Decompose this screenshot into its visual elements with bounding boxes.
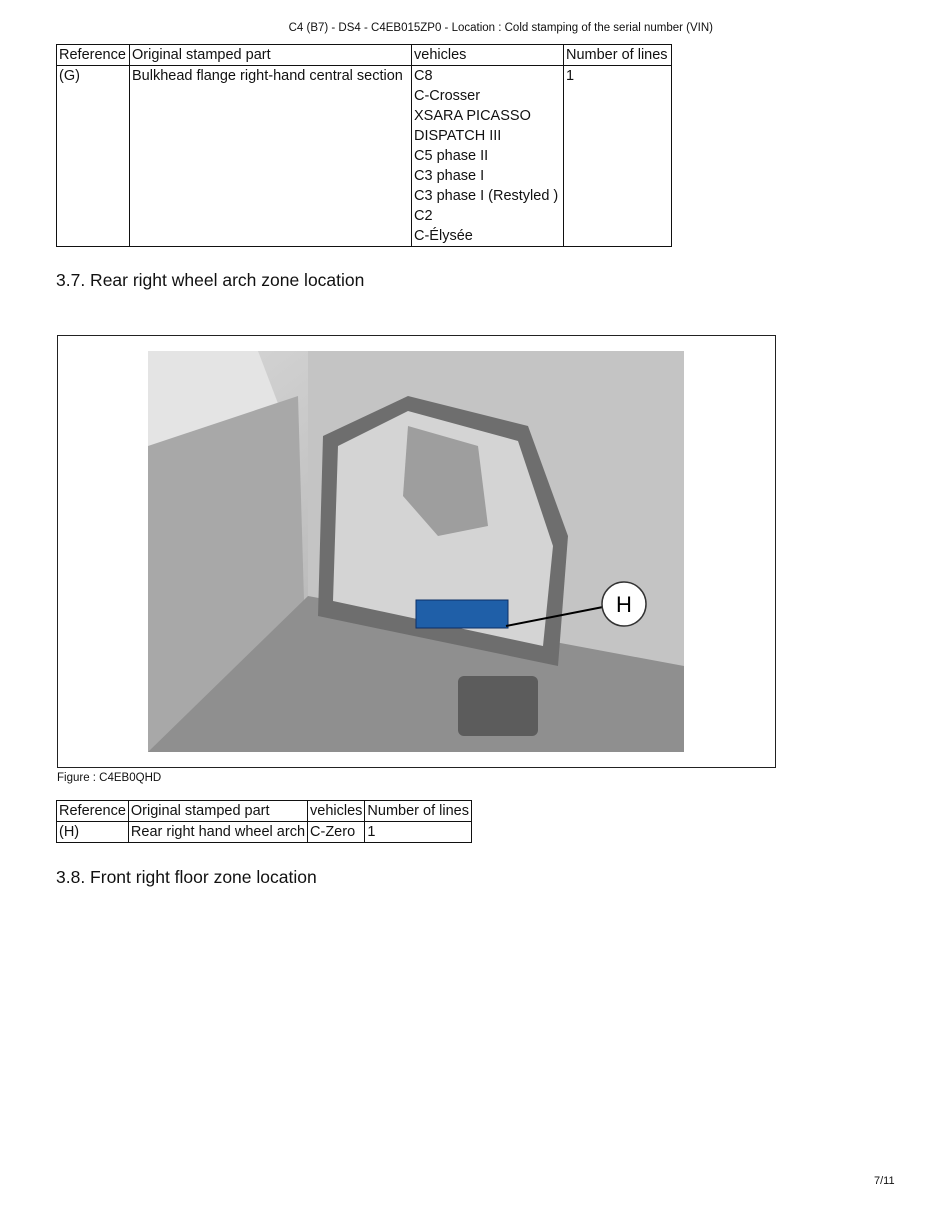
vin-plate: [416, 600, 508, 628]
vehicle: C3 phase I: [414, 168, 485, 184]
cell-part: Bulkhead flange right-hand central section: [130, 66, 412, 247]
table-reference-h: [56, 800, 472, 843]
vehicle: C5 phase II: [414, 148, 489, 164]
vehicle: C8: [414, 68, 433, 84]
cell-reference: (G): [57, 66, 130, 247]
cell-vehicles: [412, 66, 564, 247]
table-header-row: [57, 45, 672, 66]
vehicle: XSARA PICASSO: [414, 108, 531, 124]
cell-lines: 1: [564, 66, 672, 247]
header-part: Original stamped part: [128, 801, 307, 822]
callout-label: H: [616, 592, 632, 617]
cell-vehicles: C-Zero: [308, 822, 365, 843]
cell-lines: 1: [365, 822, 472, 843]
vehicle: C3 phase I (Restyled ): [414, 188, 559, 204]
table-row: [57, 66, 672, 247]
figure-caption: Figure : C4EB0QHD: [57, 772, 162, 784]
header-lines: Number of lines: [365, 801, 472, 822]
table-header-row: [57, 801, 472, 822]
page-number: 7/11: [874, 1175, 895, 1187]
section-heading-3-7: 3.7. Rear right wheel arch zone location: [56, 270, 365, 290]
header-part: Original stamped part: [130, 45, 412, 66]
header-reference: Reference: [57, 45, 130, 66]
table-row: [57, 822, 472, 843]
header-vehicles: vehicles: [412, 45, 564, 66]
cell-part: Rear right hand wheel arch: [128, 822, 307, 843]
vehicle: C-Élysée: [414, 228, 473, 244]
header-reference: Reference: [57, 801, 129, 822]
table-reference-g: [56, 44, 672, 247]
wheel-arch-photo: [58, 336, 775, 767]
header-vehicles: vehicles: [308, 801, 365, 822]
header-lines: Number of lines: [564, 45, 672, 66]
page-header: C4 (B7) - DS4 - C4EB015ZP0 - Location : Cold stamping of the serial number (VIN): [288, 22, 713, 34]
vehicle: C-Crosser: [414, 88, 481, 104]
cell-reference: (H): [57, 822, 129, 843]
vehicle: DISPATCH III: [414, 128, 502, 144]
vehicle: C2: [414, 208, 433, 224]
section-heading-3-8: 3.8. Front right floor zone location: [56, 867, 317, 887]
figure-frame: [57, 335, 776, 768]
